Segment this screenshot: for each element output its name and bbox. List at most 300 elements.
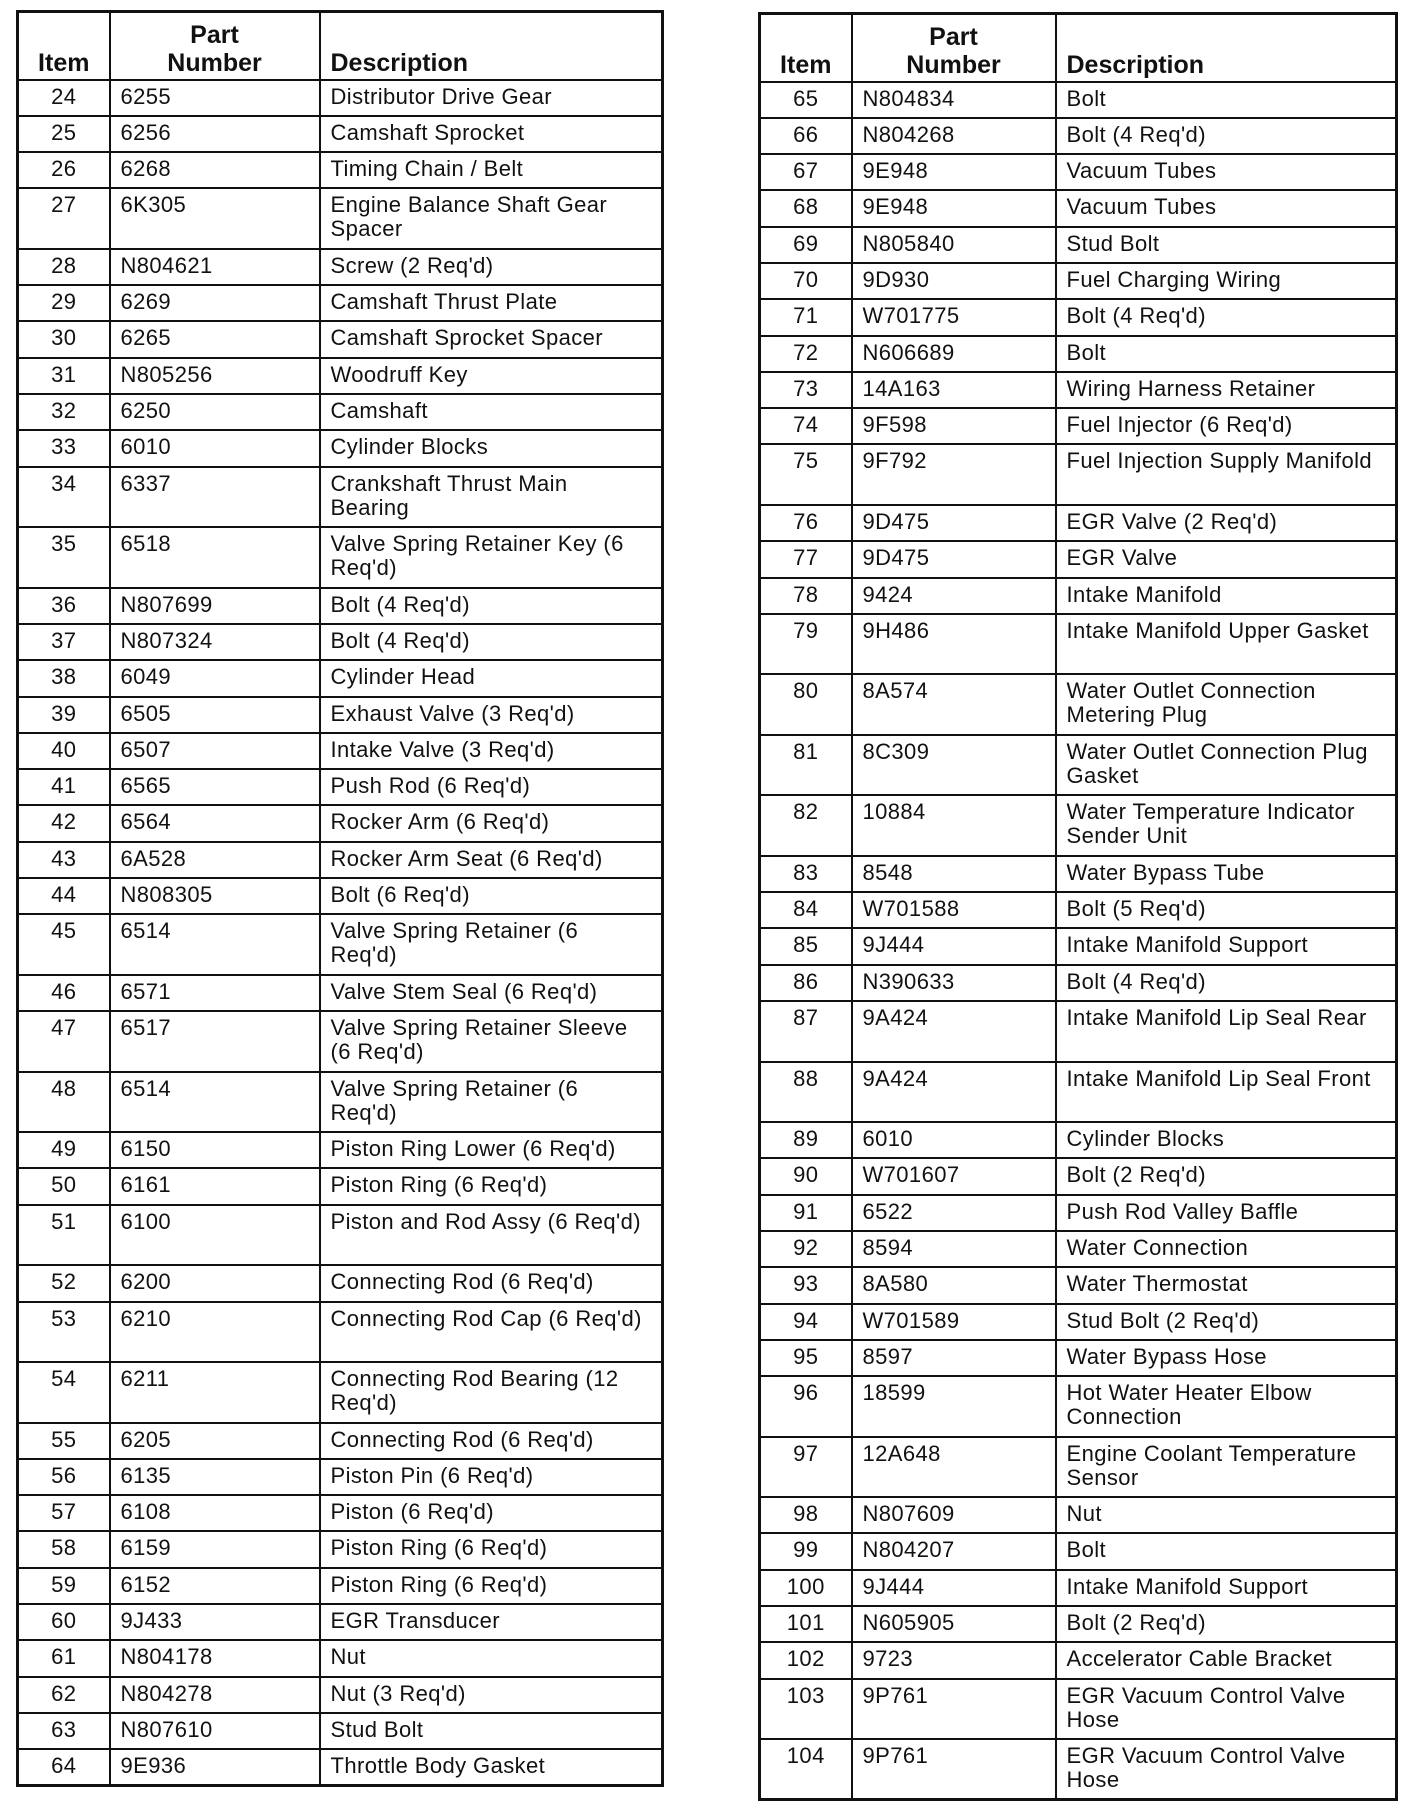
description-cell: Piston Pin (6 Req'd) [320, 1459, 663, 1495]
description-cell: Engine Balance Shaft Gear Spacer [320, 188, 663, 249]
table-row [760, 82, 1397, 118]
item-cell: 94 [760, 1304, 852, 1340]
table-row [760, 227, 1397, 263]
header-part-line1: Part [929, 22, 978, 51]
item-cell: 98 [760, 1497, 852, 1533]
item-cell: 27 [18, 188, 110, 249]
part-number-cell: 6564 [110, 805, 320, 841]
header-part-number [110, 12, 320, 80]
table-row [18, 285, 663, 321]
item-cell: 37 [18, 624, 110, 660]
description-cell: EGR Valve [1056, 541, 1397, 577]
description-cell: Nut (3 Req'd) [320, 1677, 663, 1713]
item-cell: 26 [18, 152, 110, 188]
parts-table-right [758, 12, 1398, 1801]
item-cell: 83 [760, 856, 852, 892]
description-cell: Bolt (5 Req'd) [1056, 892, 1397, 928]
table-row [760, 1642, 1397, 1678]
table-row [760, 614, 1397, 675]
item-cell: 100 [760, 1570, 852, 1606]
item-cell: 66 [760, 118, 852, 154]
part-number-cell: W701607 [852, 1158, 1056, 1194]
table-row [18, 1677, 663, 1713]
header-part-number [852, 14, 1056, 82]
description-cell: Valve Spring Retainer (6 Req'd) [320, 914, 663, 975]
description-cell: EGR Valve (2 Req'd) [1056, 505, 1397, 541]
table-row [18, 733, 663, 769]
part-number-cell: 9F598 [852, 408, 1056, 444]
item-cell: 39 [18, 697, 110, 733]
table-row [760, 1231, 1397, 1267]
table-row [18, 188, 663, 249]
description-cell: Bolt (4 Req'd) [320, 588, 663, 624]
part-number-cell: 6250 [110, 394, 320, 430]
item-cell: 38 [18, 660, 110, 696]
table-row [760, 1267, 1397, 1303]
table-row [760, 965, 1397, 1001]
item-cell: 53 [18, 1302, 110, 1363]
part-number-cell: 9J433 [110, 1604, 320, 1640]
part-number-cell: 6211 [110, 1362, 320, 1423]
table-row [18, 80, 663, 116]
description-cell: Cylinder Head [320, 660, 663, 696]
description-cell: Piston (6 Req'd) [320, 1495, 663, 1531]
table-row [760, 1158, 1397, 1194]
item-cell: 65 [760, 82, 852, 118]
item-cell: 69 [760, 227, 852, 263]
item-cell: 36 [18, 588, 110, 624]
item-cell: 64 [18, 1749, 110, 1785]
table-row [18, 769, 663, 805]
table-row [760, 1679, 1397, 1740]
description-cell: Intake Manifold Lip Seal Rear [1056, 1001, 1397, 1062]
parts-table-left-body [18, 80, 663, 1786]
description-cell: Connecting Rod (6 Req'd) [320, 1423, 663, 1459]
part-number-cell: 9P761 [852, 1739, 1056, 1800]
part-number-cell: 9424 [852, 578, 1056, 614]
table-row [760, 1497, 1397, 1533]
part-number-cell: 6049 [110, 660, 320, 696]
description-cell: Intake Valve (3 Req'd) [320, 733, 663, 769]
table-row [760, 1062, 1397, 1123]
part-number-cell: N804278 [110, 1677, 320, 1713]
part-number-cell: N390633 [852, 965, 1056, 1001]
description-cell: Push Rod Valley Baffle [1056, 1195, 1397, 1231]
description-cell: Fuel Charging Wiring [1056, 263, 1397, 299]
table-row [760, 336, 1397, 372]
description-cell: Connecting Rod Cap (6 Req'd) [320, 1302, 663, 1363]
description-cell: Valve Spring Retainer Key (6 Req'd) [320, 527, 663, 588]
description-cell: Camshaft Thrust Plate [320, 285, 663, 321]
item-cell: 51 [18, 1205, 110, 1266]
table-row [18, 527, 663, 588]
part-number-cell: 9D475 [852, 505, 1056, 541]
description-cell: Bolt (2 Req'd) [1056, 1606, 1397, 1642]
item-cell: 47 [18, 1011, 110, 1072]
description-cell: Timing Chain / Belt [320, 152, 663, 188]
item-cell: 59 [18, 1568, 110, 1604]
part-number-cell: W701589 [852, 1304, 1056, 1340]
table-row [18, 152, 663, 188]
table-row [760, 118, 1397, 154]
table-row [18, 1423, 663, 1459]
description-cell: Camshaft [320, 394, 663, 430]
item-cell: 24 [18, 80, 110, 116]
parts-table-right-body [760, 82, 1397, 1800]
table-row [18, 1604, 663, 1640]
item-cell: 82 [760, 795, 852, 856]
table-row [760, 1304, 1397, 1340]
part-number-cell: 8A574 [852, 674, 1056, 735]
part-number-cell: 8594 [852, 1231, 1056, 1267]
description-cell: Bolt (4 Req'd) [320, 624, 663, 660]
part-number-cell: N808305 [110, 878, 320, 914]
part-number-cell: 6150 [110, 1132, 320, 1168]
part-number-cell: 6518 [110, 527, 320, 588]
description-cell: EGR Transducer [320, 1604, 663, 1640]
part-number-cell: 6161 [110, 1168, 320, 1204]
table-row [18, 878, 663, 914]
part-number-cell: 9E936 [110, 1749, 320, 1785]
item-cell: 28 [18, 249, 110, 285]
part-number-cell: 9A424 [852, 1001, 1056, 1062]
part-number-cell: 6108 [110, 1495, 320, 1531]
item-cell: 40 [18, 733, 110, 769]
description-cell: Vacuum Tubes [1056, 154, 1397, 190]
item-cell: 75 [760, 444, 852, 505]
item-cell: 45 [18, 914, 110, 975]
part-number-cell: 9D930 [852, 263, 1056, 299]
item-cell: 79 [760, 614, 852, 675]
table-row [760, 1001, 1397, 1062]
table-row [760, 444, 1397, 505]
part-number-cell: 8597 [852, 1340, 1056, 1376]
description-cell: Engine Coolant Temperature Sensor [1056, 1437, 1397, 1498]
table-row [760, 408, 1397, 444]
part-number-cell: N807324 [110, 624, 320, 660]
item-cell: 77 [760, 541, 852, 577]
item-cell: 63 [18, 1713, 110, 1749]
item-cell: 91 [760, 1195, 852, 1231]
item-cell: 56 [18, 1459, 110, 1495]
item-cell: 61 [18, 1640, 110, 1676]
description-cell: Wiring Harness Retainer [1056, 372, 1397, 408]
item-cell: 58 [18, 1531, 110, 1567]
description-cell: Stud Bolt [1056, 227, 1397, 263]
part-number-cell: N804834 [852, 82, 1056, 118]
table-row [18, 914, 663, 975]
description-cell: Water Outlet Connection Metering Plug [1056, 674, 1397, 735]
item-cell: 76 [760, 505, 852, 541]
description-cell: Bolt (2 Req'd) [1056, 1158, 1397, 1194]
table-row [760, 795, 1397, 856]
description-cell: Intake Manifold Upper Gasket [1056, 614, 1397, 675]
item-cell: 49 [18, 1132, 110, 1168]
description-cell: Vacuum Tubes [1056, 190, 1397, 226]
part-number-cell: 6159 [110, 1531, 320, 1567]
table-row [760, 1739, 1397, 1800]
table-row [18, 1302, 663, 1363]
item-cell: 57 [18, 1495, 110, 1531]
item-cell: 104 [760, 1739, 852, 1800]
table-row [18, 1011, 663, 1072]
description-cell: Water Outlet Connection Plug Gasket [1056, 735, 1397, 796]
item-cell: 80 [760, 674, 852, 735]
part-number-cell: 6K305 [110, 188, 320, 249]
part-number-cell: N804207 [852, 1533, 1056, 1569]
table-row [18, 321, 663, 357]
item-cell: 35 [18, 527, 110, 588]
part-number-cell: 9J444 [852, 928, 1056, 964]
table-row [760, 190, 1397, 226]
item-cell: 50 [18, 1168, 110, 1204]
part-number-cell: 6135 [110, 1459, 320, 1495]
description-cell: Camshaft Sprocket [320, 116, 663, 152]
table-row [760, 735, 1397, 796]
item-cell: 71 [760, 299, 852, 335]
part-number-cell: 6517 [110, 1011, 320, 1072]
table-row [760, 1606, 1397, 1642]
table-row [18, 1168, 663, 1204]
description-cell: EGR Vacuum Control Valve Hose [1056, 1679, 1397, 1740]
description-cell: Bolt [1056, 1533, 1397, 1569]
item-cell: 41 [18, 769, 110, 805]
table-row [18, 588, 663, 624]
table-row [760, 1570, 1397, 1606]
description-cell: Valve Spring Retainer Sleeve (6 Req'd) [320, 1011, 663, 1072]
part-number-cell: 6010 [852, 1122, 1056, 1158]
table-row [18, 805, 663, 841]
table-row [18, 1265, 663, 1301]
item-cell: 67 [760, 154, 852, 190]
item-cell: 101 [760, 1606, 852, 1642]
table-row [18, 358, 663, 394]
part-number-cell: 8548 [852, 856, 1056, 892]
table-row [18, 624, 663, 660]
table-row [18, 697, 663, 733]
item-cell: 31 [18, 358, 110, 394]
part-number-cell: N805840 [852, 227, 1056, 263]
part-number-cell: 6205 [110, 1423, 320, 1459]
description-cell: Bolt (4 Req'd) [1056, 965, 1397, 1001]
description-cell: Nut [320, 1640, 663, 1676]
part-number-cell: 9723 [852, 1642, 1056, 1678]
description-cell: Intake Manifold [1056, 578, 1397, 614]
part-number-cell: 6565 [110, 769, 320, 805]
part-number-cell: 9F792 [852, 444, 1056, 505]
table-row [760, 856, 1397, 892]
part-number-cell: 9J444 [852, 1570, 1056, 1606]
item-cell: 74 [760, 408, 852, 444]
table-row [18, 1072, 663, 1133]
description-cell: Piston Ring (6 Req'd) [320, 1168, 663, 1204]
table-header-row [18, 12, 663, 80]
item-cell: 103 [760, 1679, 852, 1740]
part-number-cell: 6200 [110, 1265, 320, 1301]
part-number-cell: 6522 [852, 1195, 1056, 1231]
part-number-cell: 14A163 [852, 372, 1056, 408]
description-cell: Intake Manifold Support [1056, 928, 1397, 964]
part-number-cell: 9D475 [852, 541, 1056, 577]
part-number-cell: 6A528 [110, 842, 320, 878]
part-number-cell: 6100 [110, 1205, 320, 1266]
description-cell: Valve Stem Seal (6 Req'd) [320, 975, 663, 1011]
description-cell: Water Bypass Tube [1056, 856, 1397, 892]
description-cell: Water Temperature Indicator Sender Unit [1056, 795, 1397, 856]
table-row [18, 975, 663, 1011]
item-cell: 89 [760, 1122, 852, 1158]
item-cell: 88 [760, 1062, 852, 1123]
description-cell: Throttle Body Gasket [320, 1749, 663, 1785]
table-header-row [760, 14, 1397, 82]
item-cell: 32 [18, 394, 110, 430]
description-cell: Piston Ring Lower (6 Req'd) [320, 1132, 663, 1168]
item-cell: 81 [760, 735, 852, 796]
part-number-cell: 6010 [110, 430, 320, 466]
item-cell: 54 [18, 1362, 110, 1423]
header-part-line2: Number [906, 50, 1001, 79]
header-item: Item [760, 14, 852, 82]
description-cell: Bolt (4 Req'd) [1056, 299, 1397, 335]
part-number-cell: 6507 [110, 733, 320, 769]
description-cell: Connecting Rod (6 Req'd) [320, 1265, 663, 1301]
description-cell: Bolt (4 Req'd) [1056, 118, 1397, 154]
item-cell: 34 [18, 467, 110, 528]
table-row [760, 1122, 1397, 1158]
item-cell: 70 [760, 263, 852, 299]
item-cell: 85 [760, 928, 852, 964]
description-cell: Crankshaft Thrust Main Bearing [320, 467, 663, 528]
description-cell: EGR Vacuum Control Valve Hose [1056, 1739, 1397, 1800]
description-cell: Exhaust Valve (3 Req'd) [320, 697, 663, 733]
part-number-cell: N804178 [110, 1640, 320, 1676]
item-cell: 30 [18, 321, 110, 357]
table-row [18, 660, 663, 696]
part-number-cell: 18599 [852, 1376, 1056, 1437]
header-item: Item [18, 12, 110, 80]
table-row [760, 1340, 1397, 1376]
part-number-cell: N807610 [110, 1713, 320, 1749]
item-cell: 90 [760, 1158, 852, 1194]
part-number-cell: 6571 [110, 975, 320, 1011]
part-number-cell: 6255 [110, 80, 320, 116]
header-description: Description [320, 12, 663, 80]
item-cell: 73 [760, 372, 852, 408]
header-part-line2: Number [167, 48, 262, 77]
part-number-cell: 6269 [110, 285, 320, 321]
item-cell: 84 [760, 892, 852, 928]
part-number-cell: N807609 [852, 1497, 1056, 1533]
table-row [18, 1205, 663, 1266]
item-cell: 97 [760, 1437, 852, 1498]
part-number-cell: 6268 [110, 152, 320, 188]
description-cell: Cylinder Blocks [1056, 1122, 1397, 1158]
description-cell: Stud Bolt [320, 1713, 663, 1749]
description-cell: Bolt [1056, 82, 1397, 118]
part-number-cell: W701588 [852, 892, 1056, 928]
description-cell: Bolt [1056, 336, 1397, 372]
part-number-cell: N605905 [852, 1606, 1056, 1642]
description-cell: Piston and Rod Assy (6 Req'd) [320, 1205, 663, 1266]
item-cell: 78 [760, 578, 852, 614]
item-cell: 46 [18, 975, 110, 1011]
table-row [760, 1437, 1397, 1498]
description-cell: Rocker Arm (6 Req'd) [320, 805, 663, 841]
part-number-cell: 9E948 [852, 190, 1056, 226]
item-cell: 42 [18, 805, 110, 841]
description-cell: Piston Ring (6 Req'd) [320, 1568, 663, 1604]
table-row [18, 842, 663, 878]
description-cell: Stud Bolt (2 Req'd) [1056, 1304, 1397, 1340]
item-cell: 44 [18, 878, 110, 914]
part-number-cell: W701775 [852, 299, 1056, 335]
description-cell: Fuel Injector (6 Req'd) [1056, 408, 1397, 444]
table-row [18, 467, 663, 528]
description-cell: Accelerator Cable Bracket [1056, 1642, 1397, 1678]
table-row [760, 578, 1397, 614]
part-number-cell: 8C309 [852, 735, 1056, 796]
part-number-cell: 6514 [110, 914, 320, 975]
item-cell: 52 [18, 1265, 110, 1301]
item-cell: 72 [760, 336, 852, 372]
table-row [18, 1495, 663, 1531]
table-row [760, 299, 1397, 335]
item-cell: 62 [18, 1677, 110, 1713]
part-number-cell: 6210 [110, 1302, 320, 1363]
table-row [760, 154, 1397, 190]
item-cell: 29 [18, 285, 110, 321]
description-cell: Nut [1056, 1497, 1397, 1533]
description-cell: Piston Ring (6 Req'd) [320, 1531, 663, 1567]
part-number-cell: 6337 [110, 467, 320, 528]
item-cell: 60 [18, 1604, 110, 1640]
part-number-cell: 12A648 [852, 1437, 1056, 1498]
item-cell: 33 [18, 430, 110, 466]
item-cell: 87 [760, 1001, 852, 1062]
table-row [18, 1132, 663, 1168]
description-cell: Rocker Arm Seat (6 Req'd) [320, 842, 663, 878]
description-cell: Water Thermostat [1056, 1267, 1397, 1303]
description-cell: Bolt (6 Req'd) [320, 878, 663, 914]
description-cell: Distributor Drive Gear [320, 80, 663, 116]
part-number-cell: N804268 [852, 118, 1056, 154]
table-row [18, 1531, 663, 1567]
item-cell: 68 [760, 190, 852, 226]
item-cell: 99 [760, 1533, 852, 1569]
item-cell: 92 [760, 1231, 852, 1267]
description-cell: Screw (2 Req'd) [320, 249, 663, 285]
part-number-cell: 9H486 [852, 614, 1056, 675]
part-number-cell: 10884 [852, 795, 1056, 856]
part-number-cell: 6152 [110, 1568, 320, 1604]
part-number-cell: 6265 [110, 321, 320, 357]
item-cell: 86 [760, 965, 852, 1001]
part-number-cell: 9E948 [852, 154, 1056, 190]
item-cell: 25 [18, 116, 110, 152]
item-cell: 48 [18, 1072, 110, 1133]
table-row [18, 116, 663, 152]
description-cell: Fuel Injection Supply Manifold [1056, 444, 1397, 505]
part-number-cell: N805256 [110, 358, 320, 394]
item-cell: 93 [760, 1267, 852, 1303]
item-cell: 43 [18, 842, 110, 878]
item-cell: 96 [760, 1376, 852, 1437]
description-cell: Push Rod (6 Req'd) [320, 769, 663, 805]
part-number-cell: N807699 [110, 588, 320, 624]
description-cell: Valve Spring Retainer (6 Req'd) [320, 1072, 663, 1133]
description-cell: Woodruff Key [320, 358, 663, 394]
part-number-cell: 9A424 [852, 1062, 1056, 1123]
